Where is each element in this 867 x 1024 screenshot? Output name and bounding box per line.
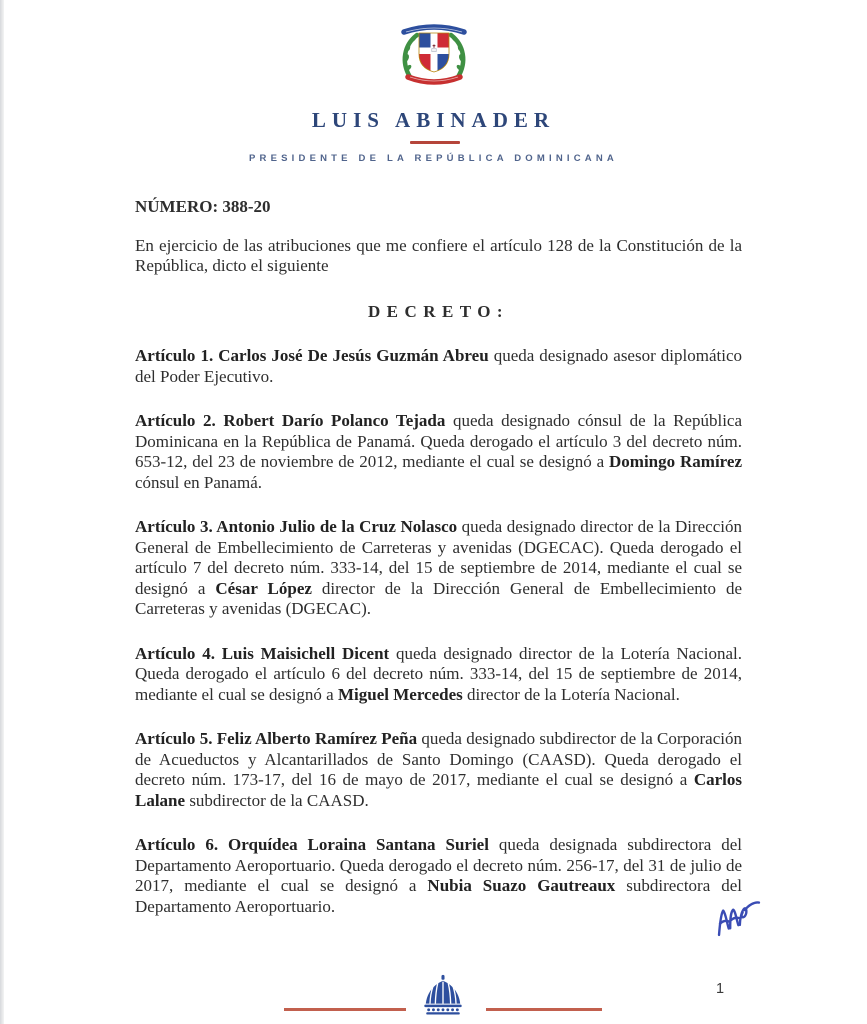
article-3: Artículo 3. Antonio Julio de la Cruz Nolasco queda designado director de la Dirección General de Embellecimiento de Carreteras y avenidas (DGECAC). Queda derogado el artículo 7 del decreto núm. 333-14, del 15 de septiembre de 2014, mediante el cual se designó a César López director de la Dirección General de Embellecimiento de Carreteras y avenidas (DGECAC). xyxy=(135,517,742,618)
page-number: 1 xyxy=(715,981,725,997)
national-palace-dome-icon xyxy=(420,974,466,1018)
footer-rule-left xyxy=(284,1008,406,1011)
decree-body xyxy=(135,197,742,917)
handwritten-initials-icon xyxy=(709,892,769,945)
president-title: PRESIDENTE DE LA REPÚBLICA DOMINICANA xyxy=(249,153,618,164)
article-2: Artículo 2. Robert Darío Polanco Tejada queda designado cónsul de la República Dominicana en la República de Panamá. Queda derogado el artículo 3 del decreto núm. 653-12, del 23 de noviembre de 2012, mediante el cual se designó a Domingo Ramírez cónsul en Panamá. xyxy=(135,411,743,492)
president-name: LUIS ABINADER xyxy=(311,108,556,132)
article-1: Artículo 1. Carlos José De Jesús Guzmán Abreu queda designado asesor diplomático del Poder Ejecutivo. xyxy=(135,346,742,386)
decree-intro: En ejercicio de las atribuciones que me confiere el artículo 128 de la Constitución de la República, dicto el siguiente xyxy=(135,235,742,275)
letterhead-divider-rule xyxy=(410,141,460,144)
footer-rule-right xyxy=(486,1008,602,1011)
article-6: Artículo 6. Orquídea Loraina Santana Suriel queda designada subdirectora del Departamento Aeroportuario. Queda derogado el decreto núm. 256-17, del 31 de julio de 2017, mediante el cual se designó a Nubia Suazo Gautreaux subdirectora del Departamento Aeroportuario. xyxy=(135,835,742,916)
article-4: Artículo 4. Luis Maisichell Dicent queda designado director de la Lotería Nacional. Queda derogado el artículo 6 del decreto núm. 333-14, del 15 de septiembre de 2014, mediante el cual se designó a Miguel Mercedes director de la Lotería Nacional. xyxy=(135,643,742,704)
article-5: Artículo 5. Feliz Alberto Ramírez Peña queda designado subdirector de la Corporación de Acueductos y Alcantarillados de Santo Domingo (CAASD). Queda derogado el decreto núm. 173-17, del 16 de mayo de 2017, mediante el cual se designó a Carlos Lalane subdirector de la CAASD. xyxy=(135,729,742,810)
dominican-coat-of-arms-icon xyxy=(397,20,471,88)
decree-number: NÚMERO: 388-20 xyxy=(135,197,271,216)
decree-heading: DECRETO: xyxy=(367,301,510,321)
